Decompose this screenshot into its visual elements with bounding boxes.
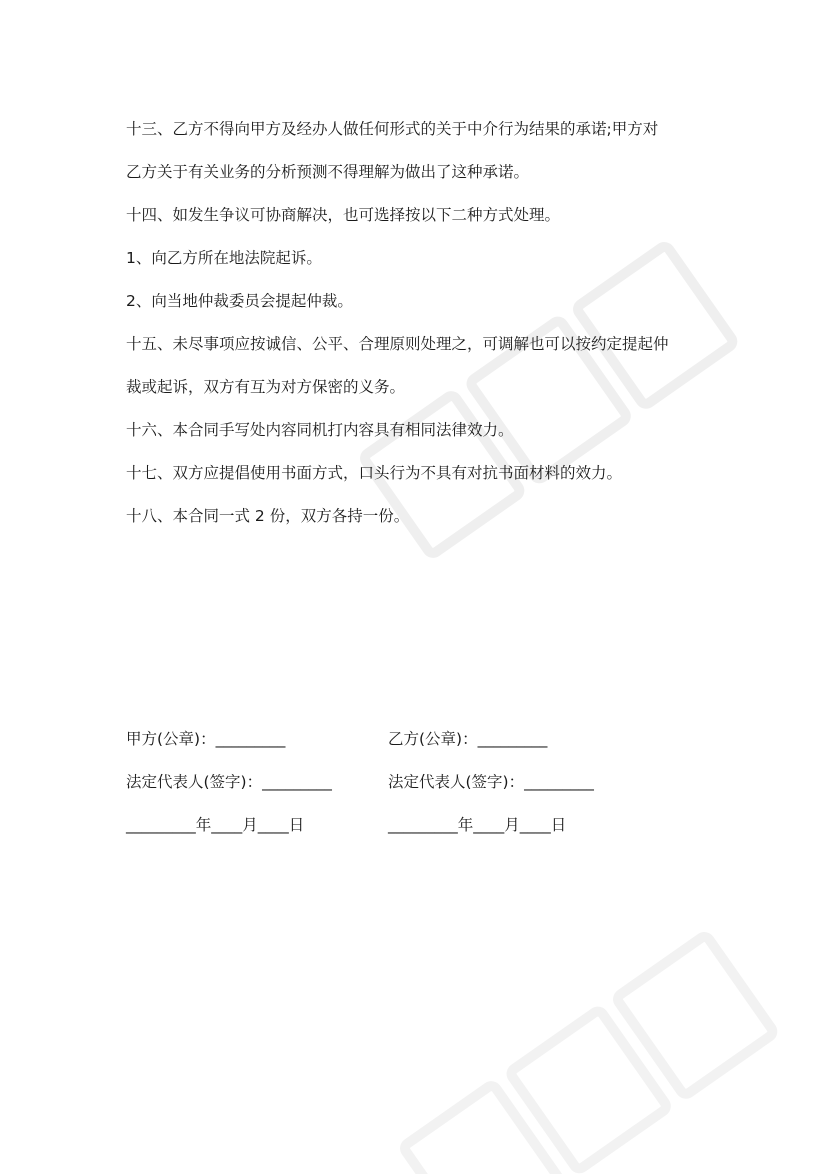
- party-a-representative-field: 法定代表人(签字)：_________: [126, 773, 332, 791]
- date-row: [126, 804, 726, 847]
- party-b-date-field: _________年____月____日: [388, 816, 567, 834]
- party-b-seal-field: 乙方(公章)：_________: [388, 730, 548, 748]
- contract-clauses: [126, 108, 716, 538]
- party-a-seal-field: 甲方(公章)：_________: [126, 730, 286, 748]
- clause-17: 十七、双方应提倡使用书面方式，口头行为不具有对抗书面材料的效力。: [126, 464, 623, 482]
- clause-15-line-1: 十五、未尽事项应按诚信、公平、合理原则处理之，可调解也可以按约定提起仲: [126, 335, 669, 353]
- clause-13-line-1: 十三、乙方不得向甲方及经办人做任何形式的关于中介行为结果的承诺;甲方对: [126, 120, 659, 138]
- clause-14: 十四、如发生争议可协商解决，也可选择按以下二种方式处理。: [126, 206, 561, 224]
- signature-block: [126, 718, 726, 847]
- clause-15-line-2: 裁或起诉，双方有互为对方保密的义务。: [126, 378, 406, 396]
- clause-14-option-1: 1、向乙方所在地法院起诉。: [126, 249, 322, 267]
- clause-18: 十八、本合同一式 2 份，双方各持一份。: [126, 507, 410, 525]
- clause-14-option-2: 2、向当地仲裁委员会提起仲裁。: [126, 292, 353, 310]
- clause-16: 十六、本合同手写处内容同机打内容具有相同法律效力。: [126, 421, 514, 439]
- seal-row: [126, 718, 726, 761]
- party-a-date-field: _________年____月____日: [126, 816, 305, 834]
- party-b-representative-field: 法定代表人(签字)：_________: [388, 773, 594, 791]
- clause-13-line-2: 乙方关于有关业务的分析预测不得理解为做出了这种承诺。: [126, 163, 530, 181]
- representative-row: [126, 761, 726, 804]
